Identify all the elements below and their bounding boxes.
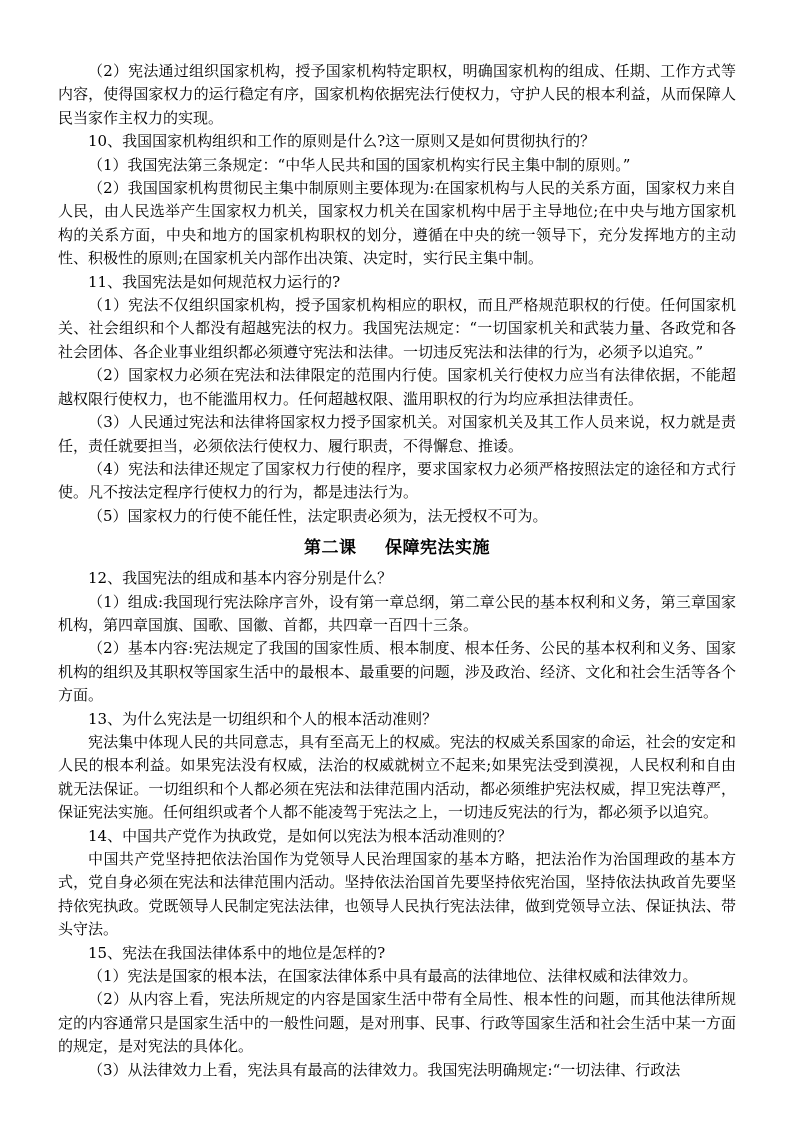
question-heading: 11、我国宪法是如何规范权力运行的? (88, 272, 341, 291)
paragraph: （2）宪法通过组织国家机构，授予国家机构特定职权，明确国家机构的组成、任期、工作方式等内容，使得国家权力的运行稳定有序，国家机构依据宪法行使权力，守护人民的根本利益，从而保障人民当家作主权力的实现。 (58, 62, 736, 127)
paragraph: （2）国家权力必须在宪法和法律限定的范围内行使。国家机关行使权力应当有法律依据，不能超越权限行使权力，也不能滥用权力。任何超越权限、滥用职权的行为均应承担法律责任。 (58, 366, 736, 408)
paragraph: （4）宪法和法律还规定了国家权力行使的程序，要求国家权力必须严格按照法定的途径和方式行使。凡不按法定程序行使权力的行为，都是违法行为。 (58, 459, 736, 502)
paragraph: （2）从内容上看，宪法所规定的内容是国家生活中带有全局性、根本性的问题，而其他法律所规定的内容通常只是国家生活中的一般性问题，是对刑事、民事、行政等国家生活和社会生活中某一方面的规定，是对宪法的具体化。 (58, 990, 736, 1056)
question-heading: 12、我国宪法的组成和基本内容分别是什么？ (88, 569, 393, 588)
section-lesson-two (58, 567, 736, 1082)
paragraph: （3）人民通过宪法和法律将国家权力授予国家机关。对国家机关及其工作人员来说，权力就是责任，责任就要担当，必须依法行使权力、履行职责，不得懈怠、推诿。 (58, 413, 736, 455)
paragraph: （1）我国宪法第三条规定：“中华人民共和国的国家机构实行民主集中制的原则。” (88, 155, 631, 174)
paragraph: （2）我国国家机构贯彻民主集中制原则主要体现为:在国家机构与人民的关系方面，国家权力来自人民，由人民选举产生国家权力机关，国家权力机关在国家机构中居于主导地位;在中央与地方国家机构的关系方面，中央和地方的国家机构职权的划分，遵循在中央的统一领导下，充分发挥地方的主动性、积极性的原则;在国家机关内部作出决策、决定时，实行民主集中制。 (58, 179, 736, 268)
paragraph: （2）基本内容:宪法规定了我国的国家性质、根本制度、根本任务、公民的基本权利和义务、国家机构的组织及其职权等国家生活中的最根本、最重要的问题，涉及政治、经济、文化和社会生活等各个方面。 (58, 639, 736, 705)
question-heading: 13、为什么宪法是一切组织和个人的根本活动准则？ (88, 709, 438, 728)
paragraph: 宪法集中体现人民的共同意志，具有至高无上的权威。宪法的权威关系国家的命运，社会的安定和人民的根本利益。如果宪法没有权威，法治的权威就树立不起来;如果宪法受到漠视，人民权利和自由就无法保证。一切组织和个人都必须在宪法和法律范围内活动，都必须维护宪法权威，捍卫宪法尊严，保证宪法实施。任何组织或者个人都不能凌驾于宪法之上，一切违反宪法的行为，都必须予以追究。 (58, 732, 736, 822)
paragraph: （1）宪法是国家的根本法，在国家法律体系中具有最高的法律地位、法律权威和法律效力。 (88, 967, 698, 986)
paragraph: （5）国家权力的行使不能任性，法定职责必须为，法无授权不可为。 (88, 506, 548, 525)
lesson-title: 第二课 保障宪法实施 (304, 538, 490, 559)
section-before-lesson (58, 60, 736, 528)
document-body (58, 60, 736, 1082)
paragraph: （3）从法律效力上看，宪法具有最高的法律效力。我国宪法明确规定:“一切法律、行政法 (88, 1060, 681, 1079)
paragraph: 中国共产党坚持把依法治国作为党领导人民治理国家的基本方略，把法治作为治国理政的基本方式，党自身必须在宪法和法律范围内活动。坚持依法治国首先要坚持依宪治国，坚持依法执政首先要坚持依宪执政。党既领导人民制定宪法法律，也领导人民执行宪法法律，做到党领导立法、保证执法、带头守法。 (58, 850, 736, 939)
paragraph: （1）宪法不仅组织国家机构，授予国家机构相应的职权，而且严格规范职权的行使。任何国家机关、社会组织和个人都没有超越宪法的权力。我国宪法规定：“一切国家机关和武装力量、各政党和各社会团体、各企业事业组织都必须遵守宪法和法律。一切违反宪法和法律的行为，必须予以追究。” (58, 296, 736, 361)
question-heading: 14、中国共产党作为执政党，是如何以宪法为根本活动准则的？ (88, 826, 513, 845)
question-heading: 15、宪法在我国法律体系中的地位是怎样的? (88, 943, 386, 962)
paragraph: （1）组成:我国现行宪法除序言外，设有第一章总纲，第二章公民的基本权利和义务，第三章国家机构，第四章国旗、国歌、国徽、首都，共四章一百四十三条。 (58, 592, 736, 634)
question-heading: 10、我国国家机构组织和工作的原则是什么?这一原则又是如何贯彻执行的？ (88, 132, 596, 151)
